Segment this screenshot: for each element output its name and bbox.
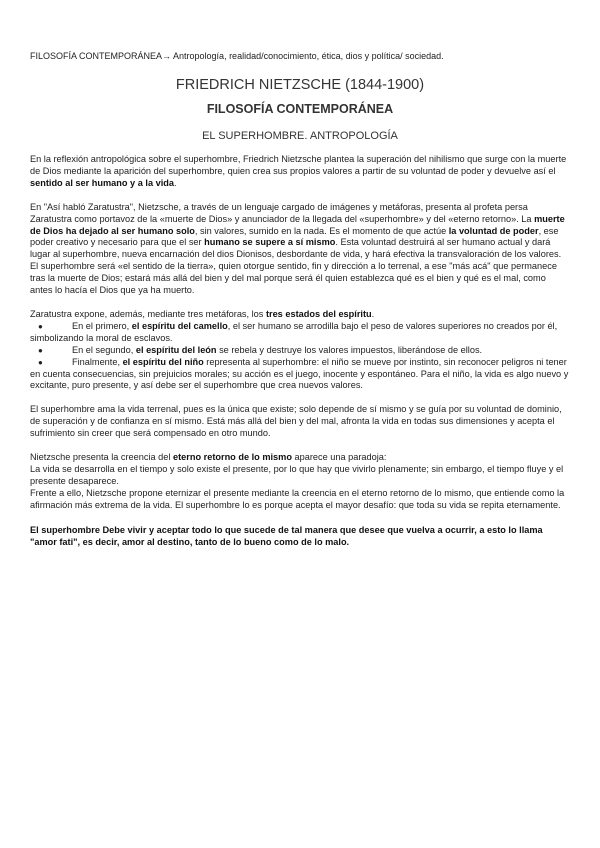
paragraph-eternalize: Frente a ello, Nietzsche propone eternizar el presente mediante la creencia en el eterno retorno de lo mismo, que entiende como la afirmación más extrema de la vida. El superhombre lo es porque acepta el mayor desafío: que toda su vida se repita eternamente. bbox=[30, 487, 565, 510]
paragraph-intro: En la reflexión antropológica sobre el superhombre, Friedrich Nietzsche plantea la superación del nihilismo que surge con la muerte de Dios mediante la aparición del superhombre, quien crea sus propios valores a partir de su voluntad de poder y devuelve así el sentido al ser humano y a la vida. bbox=[30, 154, 567, 188]
paragraph-eternal-return: Nietzsche presenta la creencia del eterno retorno de lo mismo aparece una paradoja: bbox=[30, 452, 387, 463]
section-heading: EL SUPERHOMBRE. ANTROPOLOGÍA bbox=[202, 130, 398, 142]
list-item-child: ● Finalmente, el espíritu del niño representa al superhombre: el niño se mueve por instinto, sin reconocer peligros ni tener en cuenta consecuencias, sin prejuicios morales; su acción es el juego, inocente y espontáneo. Para el niño, la vida es algo nuevo y excitante, puro presente, y así debe ser el superhombre que crea nuevos valores. bbox=[30, 356, 569, 391]
paragraph-earthly-life: El superhombre ama la vida terrenal, pues es la única que existe; solo depende de sí mismo y se guía por su voluntad de dominio, de superación y de confianza en sí mismo. Está más allá del bien y del mal, afronta la vida en todas sus dimensiones y acepta el sufrimiento sin creer que será compensado en otro mundo. bbox=[30, 404, 562, 439]
subject-topline: FILOSOFÍA CONTEMPORÁNEA→ Antropología, realidad/conocimiento, ética, dios y política/ sociedad. bbox=[30, 51, 444, 61]
bullet-icon: ● bbox=[38, 357, 43, 367]
spirit-states-list bbox=[30, 321, 570, 392]
list-item-lion: ● En el segundo, el espíritu del león se rebela y destruye los valores impuestos, liberándose de ellos. bbox=[38, 344, 483, 355]
paragraph-amor-fati: El superhombre Debe vivir y aceptar todo lo que sucede de tal manera que desee que vuelva a ocurrir, a esto lo llama "amor fati", es decir, amor al destino, tanto de lo bueno como de lo malo. bbox=[30, 524, 543, 547]
list-item-camel: ● En el primero, el espíritu del camello, el ser humano se arrodilla bajo el peso de valores superiores no creados por él, simbolizando la moral de esclavos. bbox=[30, 320, 558, 343]
bullet-icon: ● bbox=[38, 345, 43, 355]
course-subtitle: FILOSOFÍA CONTEMPORÁNEA bbox=[206, 102, 394, 116]
paragraph-zaratustra: En "Así habló Zaratustra", Nietzsche, a través de un lenguaje cargado de imágenes y metáforas, presenta al profeta persa Zaratustra como portavoz de la «muerte de Dios» y anunciador de la llegada del «superhombre» y del «eterno retorno». La muerte de Dios ha dejado al ser humano solo, sin valores, sumido en la nada. Es el momento de que actúe la voluntad de poder, ese poder creativo y necesario para que el ser humano se supere a sí mismo. Esta voluntad destruirá al ser humano actual y dará lugar al superhombre, nueva encarnación del dios Dionisos, desbordante de vida, y hará efectiva la transvaloración de los valores. El superhombre será «el sentido de la tierra», quien otorgue sentido, fin y dirección a lo terrenal, a ese "más acá" que permanece tras la muerte de Dios; estará más allá del bien y del mal porque será él quien establezca qué es el bien y qué es el mal, como antes lo hacía el Dios que ya ha muerto. bbox=[30, 201, 565, 296]
author-title: FRIEDRICH NIETZSCHE (1844-1900) bbox=[175, 77, 425, 93]
paragraph-paradox: La vida se desarrolla en el tiempo y solo existe el presente, por lo que hay que vivirlo plenamente; sin embargo, el tiempo fluye y el presente desaparece. bbox=[30, 463, 564, 486]
paragraph-three-states: Zaratustra expone, además, mediante tres metáforas, los tres estados del espíritu. bbox=[30, 308, 375, 319]
bullet-icon: ● bbox=[38, 321, 43, 331]
